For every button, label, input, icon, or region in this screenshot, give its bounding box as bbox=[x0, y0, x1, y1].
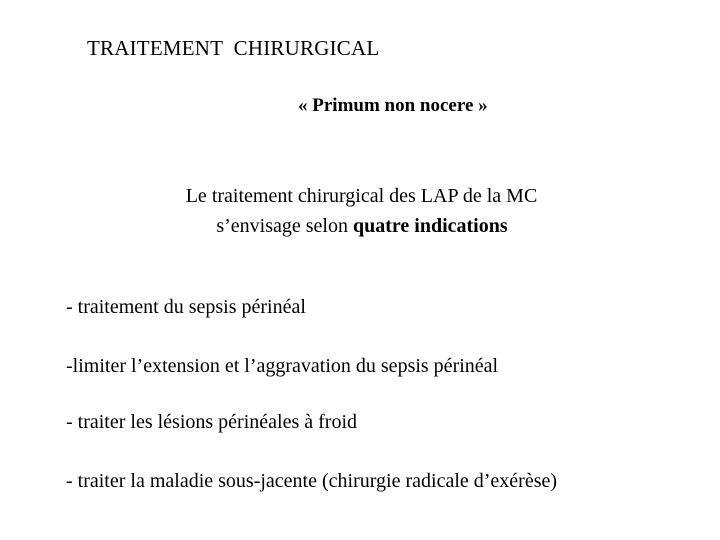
slide-title: TRAITEMENT CHIRURGICAL bbox=[87, 36, 380, 60]
intro-paragraph bbox=[0, 181, 720, 241]
intro-emphasis: quatre indications bbox=[352, 215, 508, 237]
indication-item: -limiter l’extension et l’aggravation du sepsis périnéal bbox=[66, 355, 499, 377]
indication-item: - traiter les lésions périnéales à froid bbox=[66, 411, 357, 433]
intro-line-1: Le traitement chirurgical des LAP de la MC bbox=[185, 185, 538, 207]
motto: « Primum non nocere » bbox=[298, 95, 488, 116]
indication-item: - traiter la maladie sous-jacente (chirurgie radicale d’exérèse) bbox=[66, 470, 558, 492]
indication-item: - traitement du sepsis périnéal bbox=[66, 296, 306, 318]
intro-line-2 bbox=[0, 211, 720, 241]
intro-line-2-text: s’envisage selon bbox=[216, 215, 353, 237]
